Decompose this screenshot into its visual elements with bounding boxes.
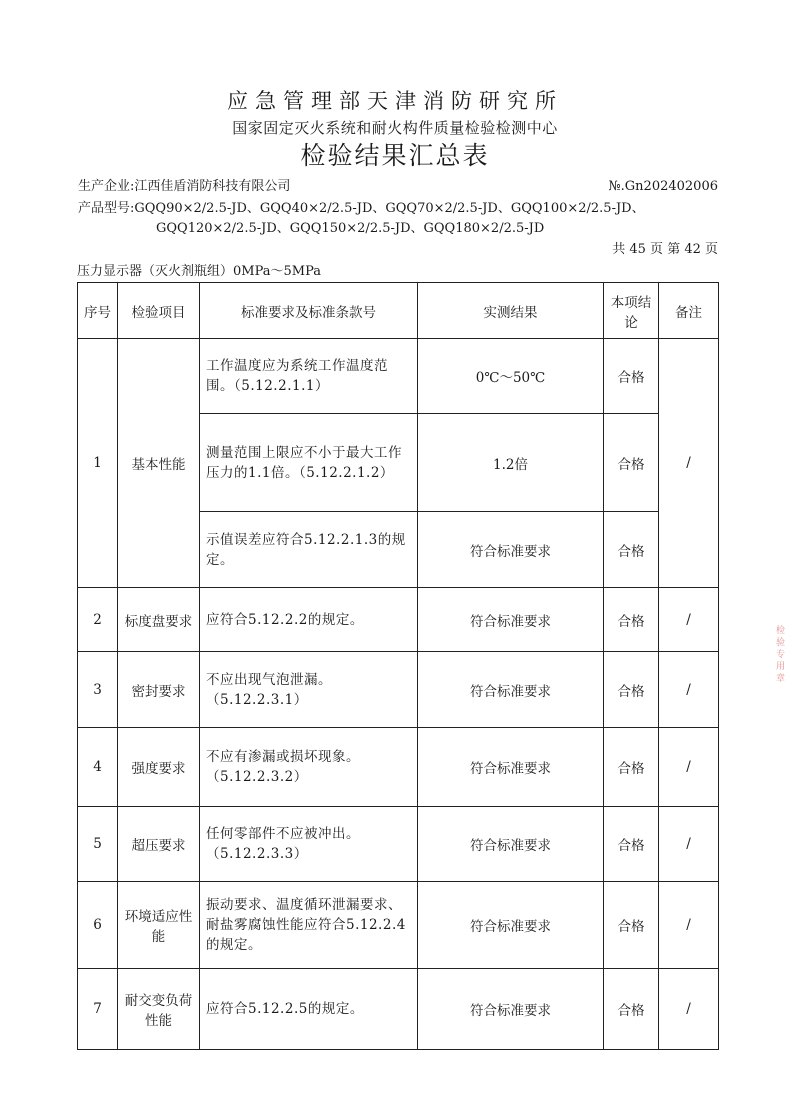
row-remark: / <box>659 652 719 728</box>
company-line <box>78 178 718 196</box>
row-conclusion: 合格 <box>604 339 659 414</box>
org-title: 应急管理部天津消防研究所 <box>227 89 563 113</box>
row-conclusion: 合格 <box>604 728 659 807</box>
header-result: 实测结果 <box>418 283 604 339</box>
row-requirement: 示值误差应符合5.12.2.1.3的规定。 <box>200 512 418 588</box>
row-remark: / <box>659 882 719 969</box>
component-name: 压力显示器（灭火剂瓶组）0MPa～5MPa <box>77 264 321 279</box>
row-requirement: 不应出现气泡泄漏。（5.12.2.3.1） <box>200 652 418 728</box>
table-row <box>78 882 719 969</box>
row-result: 符合标准要求 <box>418 652 604 728</box>
row-remark: / <box>659 588 719 652</box>
report-number: №.Gn202402006 <box>608 179 718 194</box>
row-requirement: 应符合5.12.2.2的规定。 <box>200 588 418 652</box>
row-item: 基本性能 <box>118 339 200 588</box>
page-info: 共 45 页 第 42 页 <box>612 242 718 257</box>
row-result: 符合标准要求 <box>418 728 604 807</box>
row-conclusion: 合格 <box>604 512 659 588</box>
model-label: 产品型号: <box>78 201 135 216</box>
row-item: 标度盘要求 <box>118 588 200 652</box>
row-item: 密封要求 <box>118 652 200 728</box>
header-item: 检验项目 <box>118 283 200 339</box>
row-no: 5 <box>78 807 118 882</box>
row-conclusion: 合格 <box>604 414 659 512</box>
row-no: 2 <box>78 588 118 652</box>
table-header-row <box>78 283 719 339</box>
row-result: 0℃～50℃ <box>418 339 604 414</box>
table-row <box>78 969 719 1050</box>
row-conclusion: 合格 <box>604 882 659 969</box>
row-requirement: 振动要求、温度循环泄漏要求、耐盐雾腐蚀性能应符合5.12.2.4的规定。 <box>200 882 418 969</box>
results-table <box>77 282 719 1050</box>
row-remark: / <box>659 339 719 588</box>
seal-stamp-partial: 检验专用章 <box>776 626 786 684</box>
table-row <box>78 339 719 414</box>
row-remark: / <box>659 969 719 1050</box>
row-requirement: 不应有渗漏或损坏现象。（5.12.2.3.2） <box>200 728 418 807</box>
center-title: 国家固定灭火系统和耐火构件质量检验检测中心 <box>232 119 558 137</box>
row-result: 符合标准要求 <box>418 969 604 1050</box>
row-conclusion: 合格 <box>604 652 659 728</box>
row-item: 强度要求 <box>118 728 200 807</box>
header-conclusion: 本项结论 <box>604 283 659 339</box>
header-no: 序号 <box>78 283 118 339</box>
row-no: 1 <box>78 339 118 588</box>
row-result: 1.2倍 <box>418 414 604 512</box>
row-no: 6 <box>78 882 118 969</box>
model-value-line1: GQQ90×2/2.5-JD、GQQ40×2/2.5-JD、GQQ70×2/2.5-JD、GQQ100×2/2.5-JD、 <box>134 201 645 216</box>
header-requirement: 标准要求及标准条款号 <box>200 283 418 339</box>
document-title: 检验结果汇总表 <box>300 141 490 170</box>
row-requirement: 应符合5.12.2.5的规定。 <box>200 969 418 1050</box>
row-conclusion: 合格 <box>604 969 659 1050</box>
table-row <box>78 588 719 652</box>
model-line <box>78 200 718 218</box>
model-line-2 <box>78 220 718 238</box>
row-no: 4 <box>78 728 118 807</box>
row-item: 超压要求 <box>118 807 200 882</box>
company-value: 江西佳盾消防科技有限公司 <box>134 179 291 194</box>
row-requirement: 测量范围上限应不小于最大工作压力的1.1倍。（5.12.2.1.2） <box>200 414 418 512</box>
row-remark: / <box>659 807 719 882</box>
row-result: 符合标准要求 <box>418 512 604 588</box>
row-no: 7 <box>78 969 118 1050</box>
table-row <box>78 728 719 807</box>
row-result: 符合标准要求 <box>418 807 604 882</box>
row-item: 耐交变负荷性能 <box>118 969 200 1050</box>
row-conclusion: 合格 <box>604 807 659 882</box>
row-remark: / <box>659 728 719 807</box>
table-row <box>78 652 719 728</box>
header-remark: 备注 <box>659 283 719 339</box>
row-conclusion: 合格 <box>604 588 659 652</box>
model-value-line2: GQQ120×2/2.5-JD、GQQ150×2/2.5-JD、GQQ180×2/2.5-JD <box>156 221 545 236</box>
company-label: 生产企业: <box>78 179 135 194</box>
row-result: 符合标准要求 <box>418 588 604 652</box>
row-requirement: 工作温度应为系统工作温度范围。（5.12.2.1.1） <box>200 339 418 414</box>
row-requirement: 任何零部件不应被冲出。（5.12.2.3.3） <box>200 807 418 882</box>
row-no: 3 <box>78 652 118 728</box>
table-row <box>78 807 719 882</box>
row-result: 符合标准要求 <box>418 882 604 969</box>
row-item: 环境适应性能 <box>118 882 200 969</box>
